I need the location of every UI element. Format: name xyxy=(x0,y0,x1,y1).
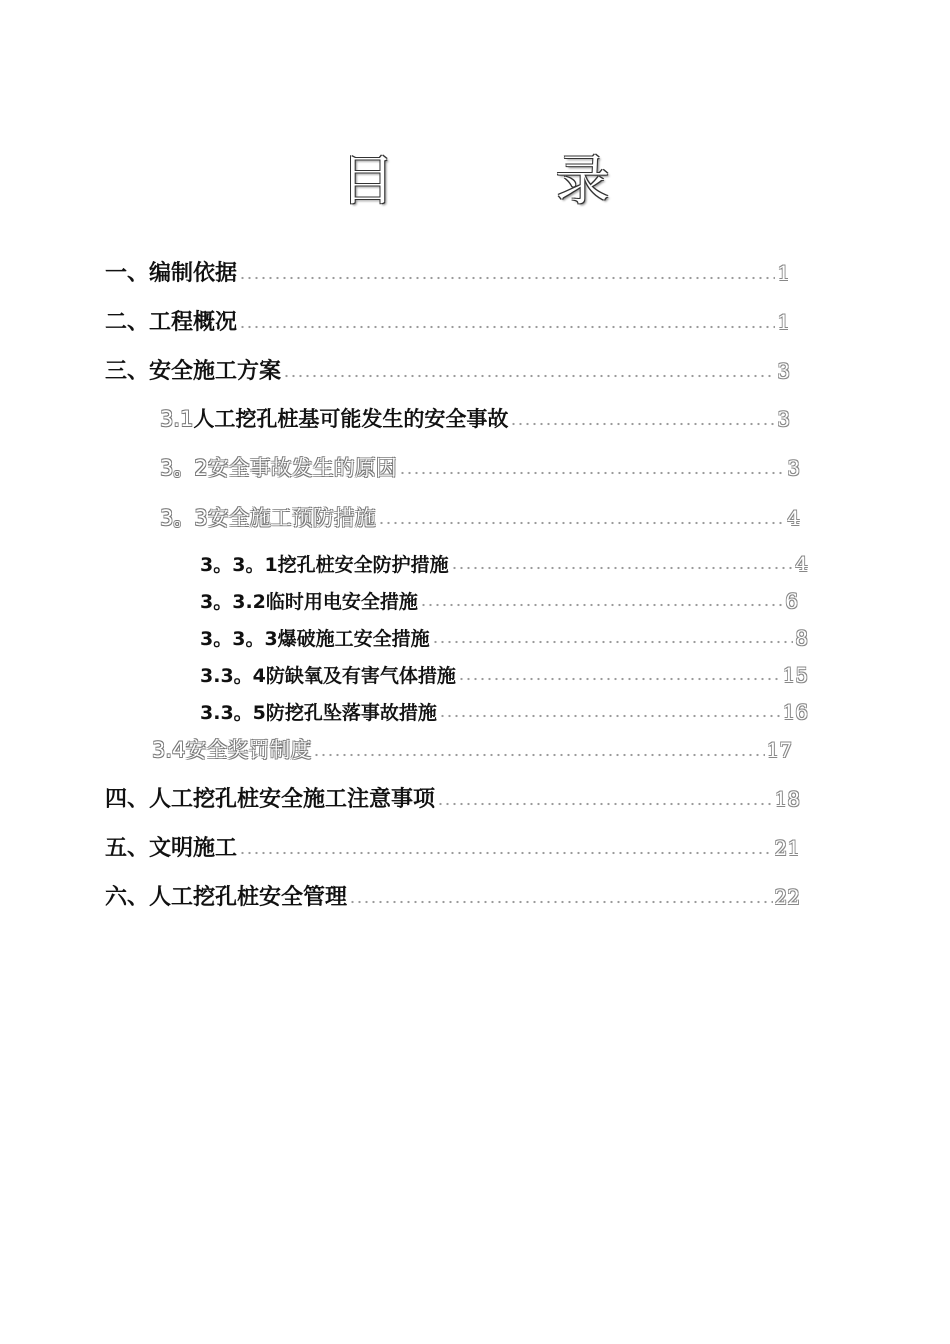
toc-entry-label: 六、人工挖孔桩安全管理 xyxy=(105,885,348,910)
toc-page-number: 3 xyxy=(777,359,790,383)
dot-leader xyxy=(432,640,794,644)
toc-entry-label xyxy=(160,403,508,433)
toc-entry-3-4[interactable] xyxy=(152,734,792,764)
dot-leader xyxy=(378,521,786,525)
toc-entry-label: 四、人工挖孔桩安全施工注意事项 xyxy=(105,787,436,812)
toc-entry-3-1[interactable] xyxy=(160,403,790,433)
toc-entry-4[interactable] xyxy=(105,782,800,813)
toc-entry-6[interactable] xyxy=(105,880,800,911)
toc-page-number: 17 xyxy=(766,738,792,762)
toc-entry-number: 3.1 xyxy=(160,407,194,431)
toc-entry-3[interactable] xyxy=(105,354,790,385)
dot-leader xyxy=(239,325,775,329)
toc-entry-3-3-1[interactable] xyxy=(200,550,808,577)
toc-entry-label: 二、工程概况 xyxy=(105,310,238,335)
toc-page-number: 4 xyxy=(795,552,808,576)
toc-entry-2[interactable] xyxy=(105,305,790,336)
toc-entry-label: 3。3.2临时用电安全措施 xyxy=(200,591,418,613)
toc-page-number: 15 xyxy=(782,663,808,687)
toc-entry-label: 3。3。3爆破施工安全措施 xyxy=(200,628,430,650)
toc-entry-label: 一、编制依据 xyxy=(105,261,238,286)
toc-page-number: 22 xyxy=(774,885,800,909)
dot-leader xyxy=(399,471,786,475)
toc-entry-label: 3。3安全施工预防措施 xyxy=(160,506,376,530)
toc-page-number: 1 xyxy=(777,261,790,285)
toc-page-number: 3 xyxy=(787,456,800,480)
toc-page-number: 6 xyxy=(785,589,798,613)
toc-entry-3-3-4[interactable] xyxy=(200,661,808,688)
toc-page-number: 1 xyxy=(777,310,790,334)
toc-entry-label: 3.3。4防缺氧及有害气体措施 xyxy=(200,665,456,687)
toc-page-number: 3 xyxy=(777,407,790,431)
toc-entry-label: 3.3。5防挖孔坠落事故措施 xyxy=(200,702,437,724)
toc-entry-1[interactable] xyxy=(105,256,790,287)
toc-entry-3-3-2[interactable] xyxy=(200,587,798,614)
toc-entry-label: 五、文明施工 xyxy=(105,836,238,861)
dot-leader xyxy=(510,422,775,426)
toc-page-number: 8 xyxy=(795,626,808,650)
toc-page-number: 21 xyxy=(774,836,800,860)
toc-entry-3-3-3[interactable] xyxy=(200,624,808,651)
dot-leader xyxy=(349,900,773,904)
dot-leader xyxy=(437,802,773,806)
toc-entry-3-3[interactable] xyxy=(160,502,800,532)
toc-entry-3-3-5[interactable] xyxy=(200,698,808,725)
dot-leader xyxy=(420,603,783,607)
toc-page-number: 16 xyxy=(782,700,808,724)
toc-entry-label: 3。2安全事故发生的原因 xyxy=(160,456,397,480)
toc-entry-5[interactable] xyxy=(105,831,800,862)
dot-leader xyxy=(239,851,773,855)
toc-entry-label: 3.4安全奖罚制度 xyxy=(152,738,312,762)
dot-leader xyxy=(458,677,781,681)
toc-page-number: 4 xyxy=(787,506,800,530)
dot-leader xyxy=(451,566,794,570)
toc-entry-label: 3。3。1挖孔桩安全防护措施 xyxy=(200,554,449,576)
toc-entry-label: 三、安全施工方案 xyxy=(105,359,282,384)
toc-page-number: 18 xyxy=(774,787,800,811)
toc-entry-text: 人工挖孔桩基可能发生的安全事故 xyxy=(193,407,509,431)
toc-entry-3-2[interactable] xyxy=(160,452,800,482)
page-title: 目 录 xyxy=(340,149,682,212)
dot-leader xyxy=(239,276,775,280)
dot-leader xyxy=(283,374,775,378)
dot-leader xyxy=(313,753,764,757)
dot-leader xyxy=(439,714,781,718)
